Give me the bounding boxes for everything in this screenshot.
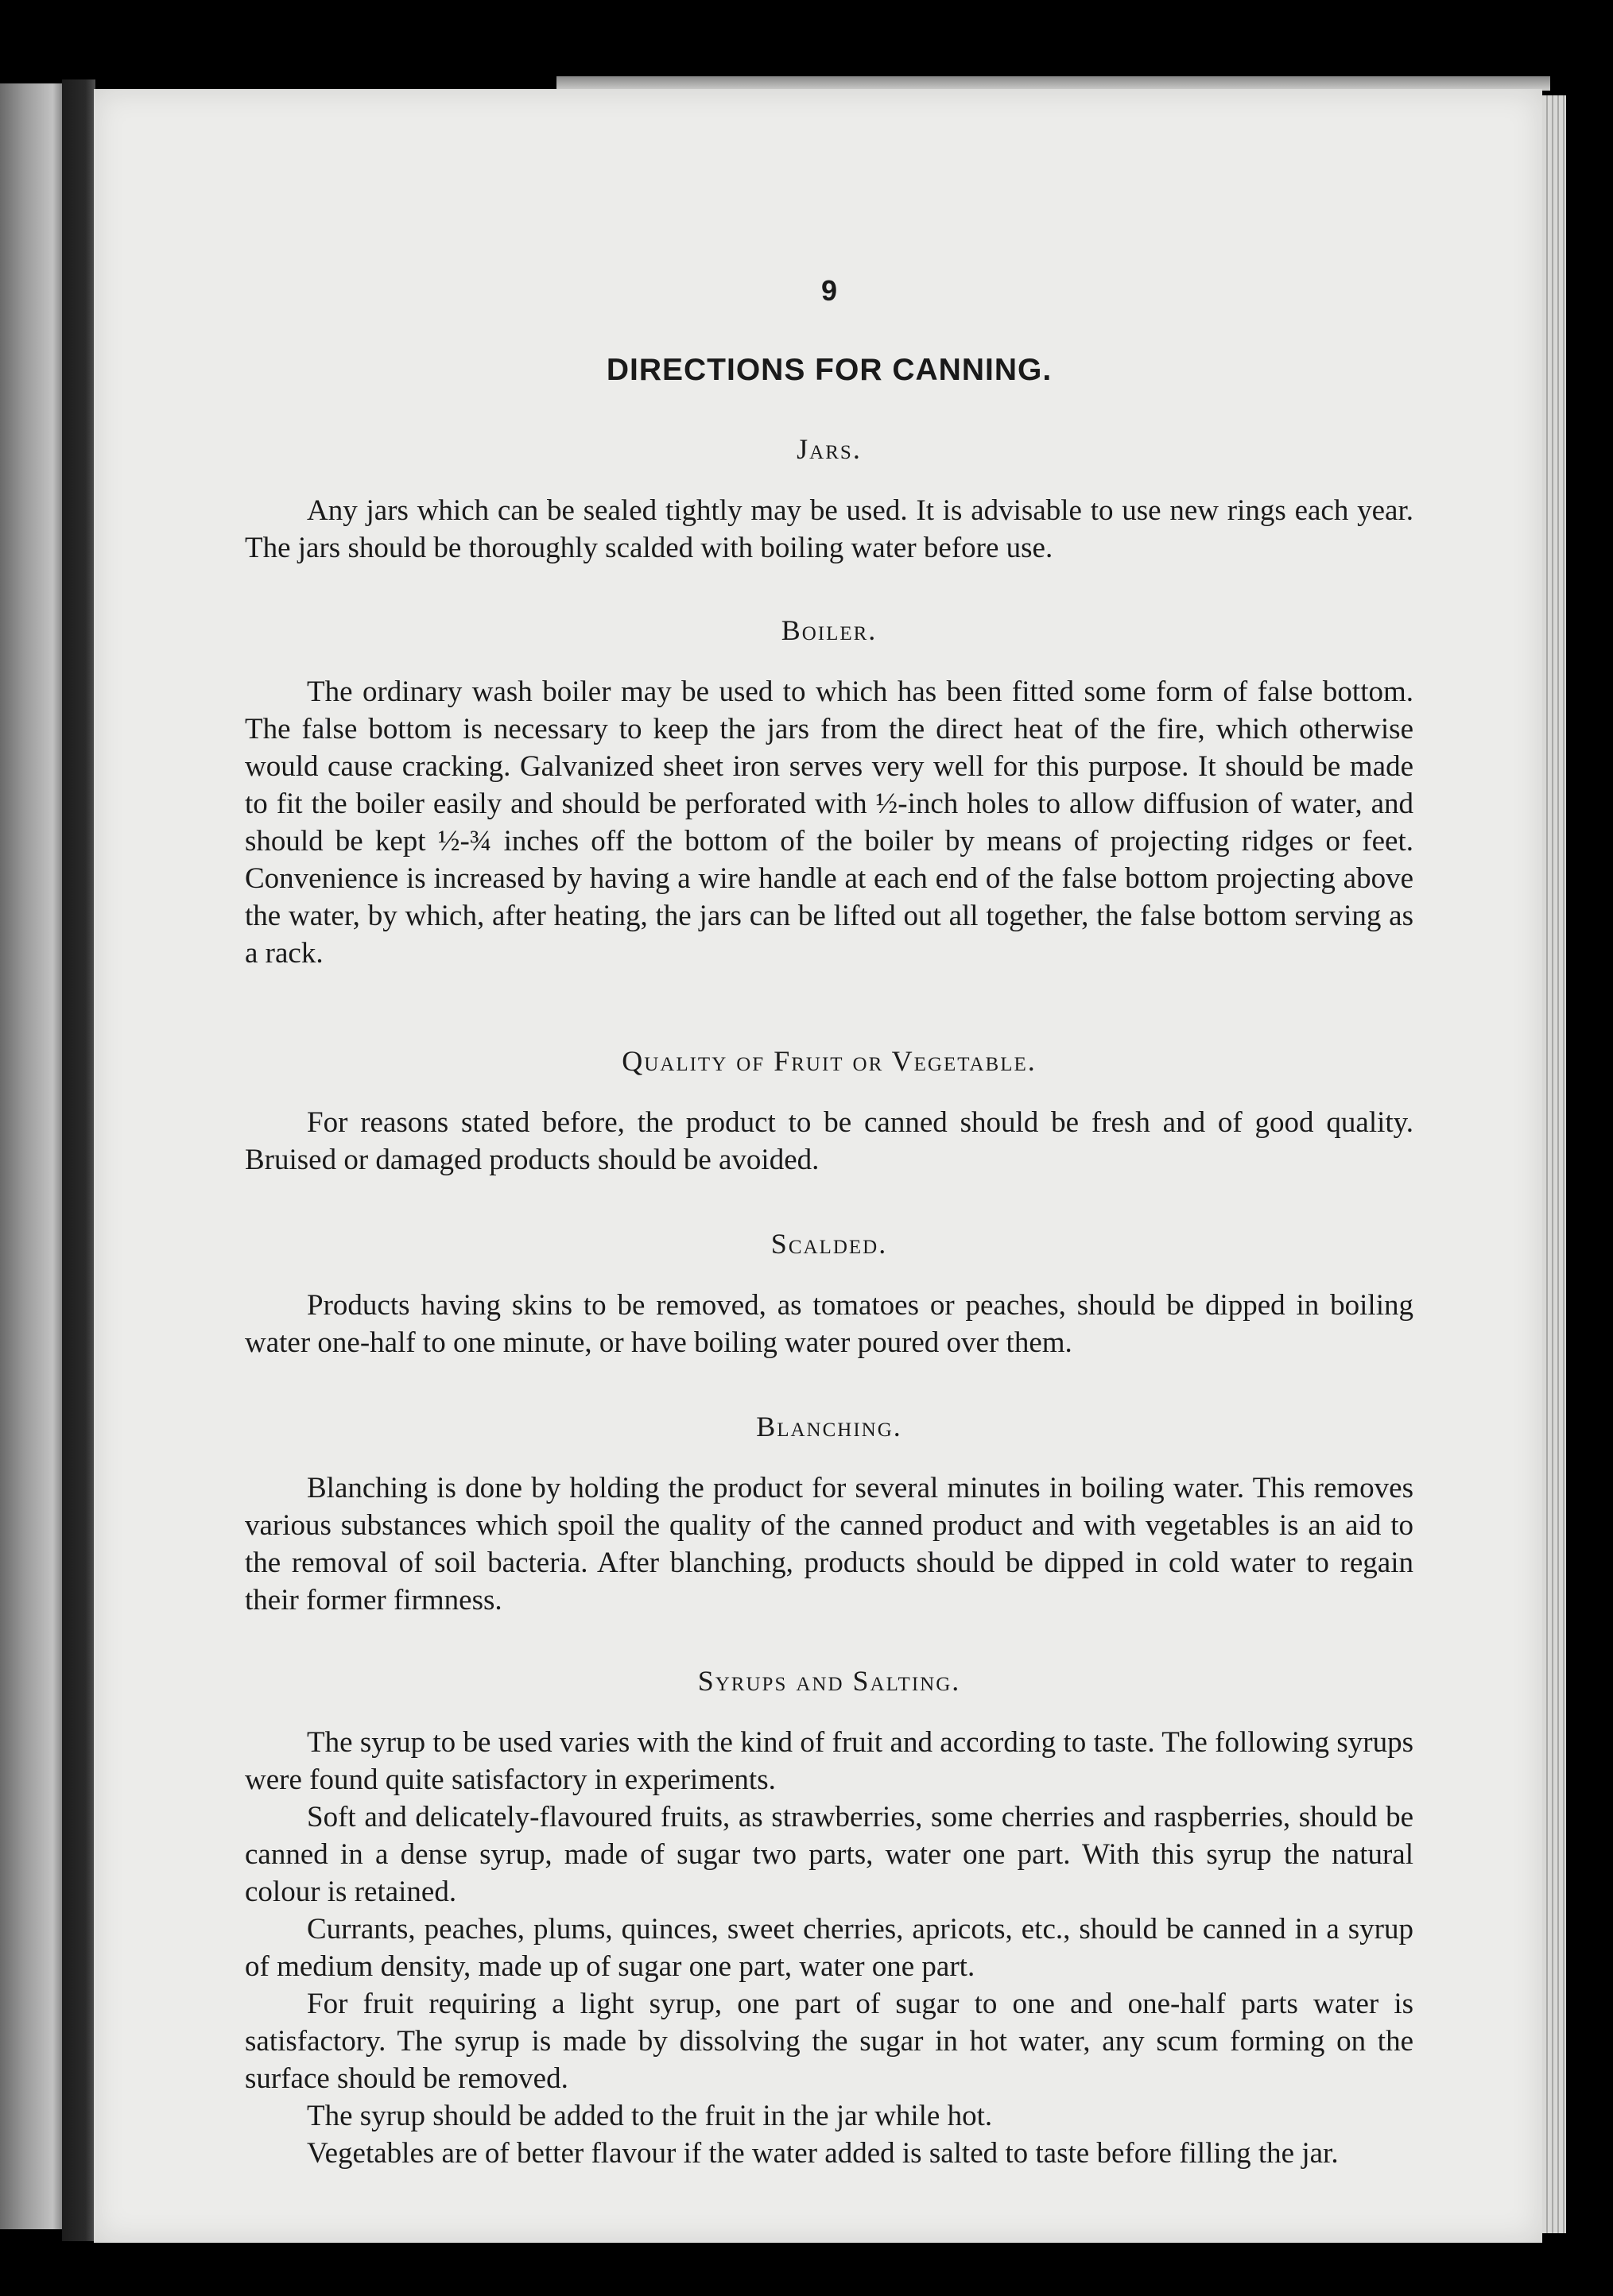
section-heading: Syrups and Salting.	[697, 1665, 961, 1697]
paragraph: Currants, peaches, plums, quinces, sweet cherries, apricots, etc., should be canned in a syrup of medium density, made up of sugar one part, water one part.	[245, 1913, 1413, 1983]
paragraph: For reasons stated before, the product to be canned should be fresh and of good quality. Bruised or damaged products should be avoided.	[245, 1106, 1413, 1176]
book-spine	[62, 79, 95, 2241]
section-syrups	[245, 1663, 1413, 2172]
page-title: DIRECTIONS FOR CANNING.	[606, 353, 1053, 387]
paragraph: Any jars which can be sealed tightly may be used. It is advisable to use new rings each year. The jars should be thoroughly scalded with boiling water before use.	[245, 494, 1413, 564]
section-quality	[245, 1043, 1413, 1179]
section-blanching	[245, 1408, 1413, 1619]
paragraph: Soft and delicately-flavoured fruits, as strawberries, some cherries and raspberries, should be canned in a dense syrup, made of sugar two parts, water one part. With this syrup the natural colour is retained.	[245, 1801, 1413, 1908]
section-heading: Scalded.	[770, 1228, 888, 1260]
paragraph: Blanching is done by holding the product for several minutes in boiling water. This removes various substances which spoil the quality of the canned product and with vegetables is an aid to the removal of soil bacteria. After blanching, products should be dipped in cold water to regain their former firmness.	[245, 1472, 1413, 1616]
paragraph: The syrup to be used varies with the kind of fruit and according to taste. The following syrups were found quite satisfactory in experiments.	[245, 1726, 1413, 1796]
page-stack-edges	[1542, 95, 1566, 2233]
paragraph: For fruit requiring a light syrup, one part of sugar to one and one-half parts water is satisfactory. The syrup is made by dissolving the sugar in hot water, any scum forming on the surface should be removed.	[245, 1988, 1413, 2095]
paragraph: Vegetables are of better flavour if the water added is salted to taste before filling the jar.	[307, 2137, 1339, 2170]
paragraph: Products having skins to be removed, as tomatoes or peaches, should be dipped in boiling water one-half to one minute, or have boiling water poured over them.	[245, 1289, 1413, 1359]
section-heading: Boiler.	[781, 614, 878, 646]
section-boiler	[245, 612, 1413, 972]
section-jars	[245, 431, 1413, 567]
section-scalded	[245, 1225, 1413, 1361]
paragraph: The syrup should be added to the fruit in the jar while hot.	[307, 2100, 993, 2132]
page-number: 9	[820, 274, 838, 307]
book-page	[94, 89, 1542, 2243]
section-heading: Blanching.	[756, 1411, 902, 1442]
paragraph: The ordinary wash boiler may be used to which has been fitted some form of false bottom. The false bottom is necessary to keep the jars from the direct heat of the fire, which otherwise would cause cracking. Galvanized sheet iron serves very well for this purpose. It should be made to fit the boiler easily and should be perforated with ½-inch holes to allow diffusion of water, and should be kept ½-¾ inches off the bottom of the boiler by means of projecting ridges or feet. Convenience is increased by having a wire handle at each end of the false bottom projecting above the water, by which, after heating, the jars can be lifted out all together, the false bottom serving as a rack.	[245, 676, 1413, 970]
section-heading: Quality of Fruit or Vegetable.	[622, 1045, 1037, 1077]
section-heading: Jars.	[797, 433, 862, 465]
left-page-edge	[0, 83, 62, 2229]
